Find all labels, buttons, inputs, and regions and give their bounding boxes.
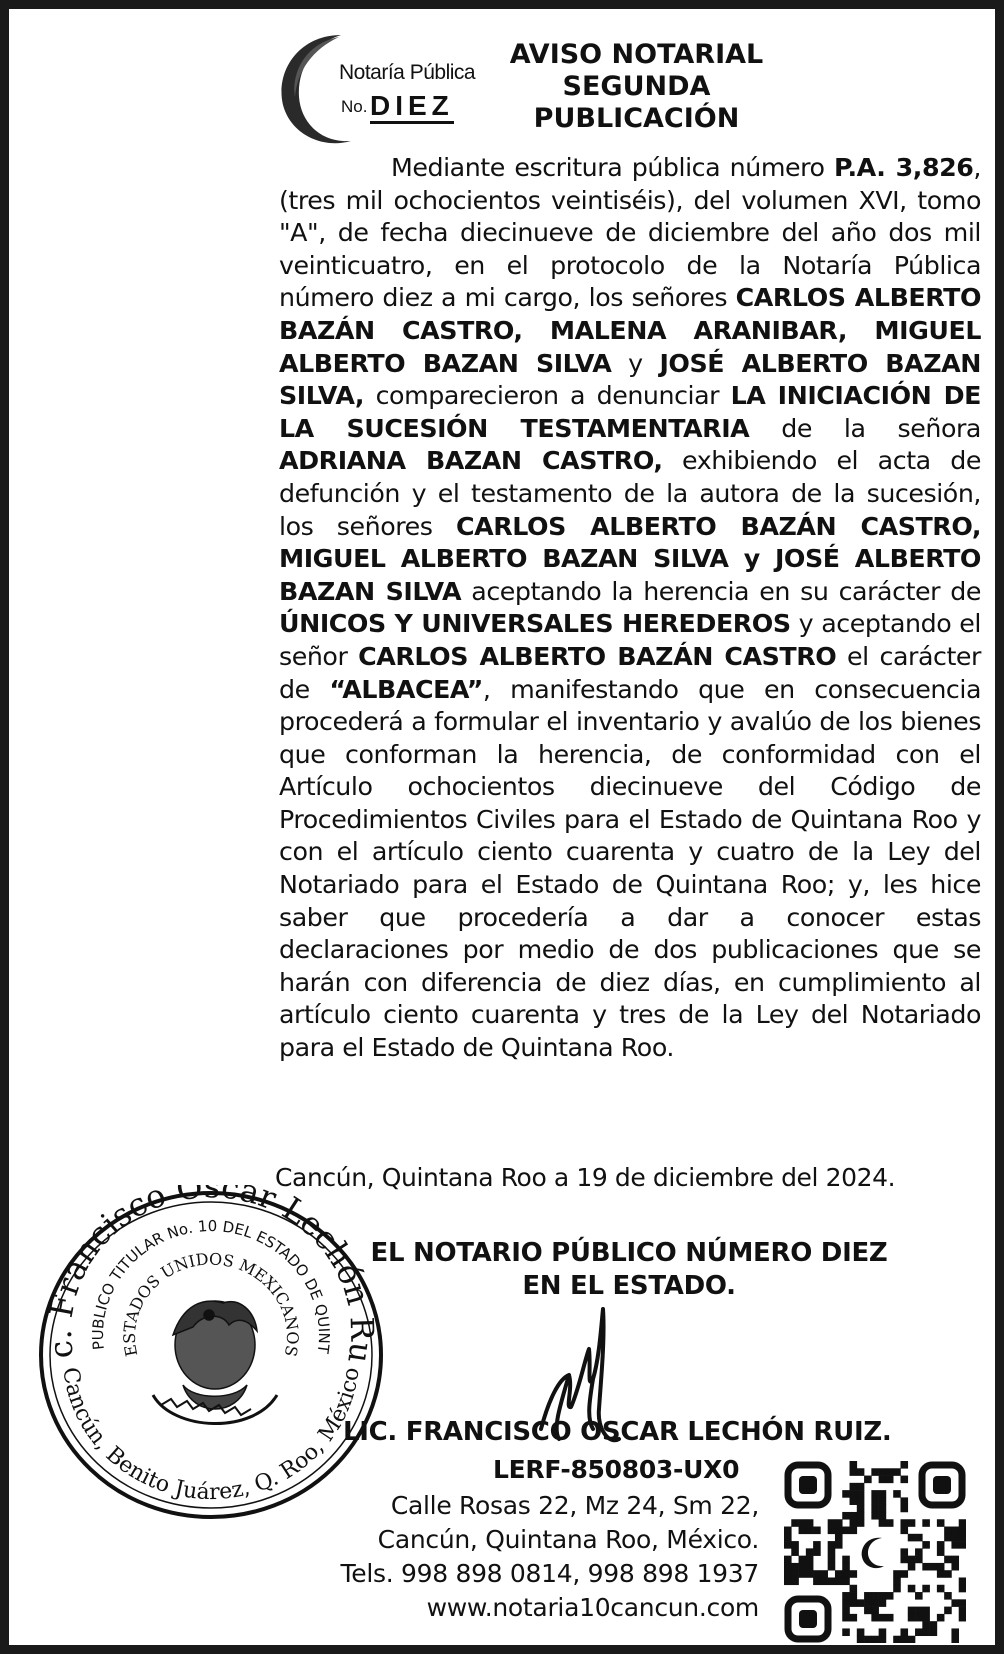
body-text: comparecieron a denunciar	[364, 381, 731, 411]
qr-module	[813, 1527, 821, 1535]
qr-module	[857, 1599, 865, 1607]
qr-module	[791, 1519, 799, 1527]
qr-module	[806, 1570, 814, 1578]
qr-module	[879, 1505, 887, 1513]
qr-module	[879, 1490, 887, 1498]
svg-text:NOTARIO PUBLICO TITULAR No. 10: PUBLICO TITULAR No. 10 DEL ESTADO DE QUINT	[88, 1217, 334, 1354]
qr-module	[944, 1607, 952, 1615]
qr-module	[813, 1548, 821, 1556]
qr-module	[922, 1519, 930, 1527]
svg-text:Cancún, Benito Juárez, Q. Roo,: Cancún, Benito Juárez, Q. Roo, México	[57, 1365, 365, 1506]
notaria-logo	[279, 31, 479, 149]
qr-module	[900, 1461, 908, 1469]
seal-icon	[33, 1185, 389, 1525]
notice-body	[279, 152, 981, 1065]
qr-module	[900, 1548, 908, 1556]
notary-seal	[33, 1185, 389, 1525]
qr-module	[915, 1607, 923, 1615]
qr-module	[828, 1556, 836, 1564]
qr-module	[879, 1636, 887, 1643]
body-text: , manifestando que en consecuencia procederá a formular el inventario y avalúo de los bienes que conforman la herencia, de conformidad con el Artículo ochocientos diecinueve del Código de Procedimientos Civiles para el Estado de Quintana Roo y con el artículo ciento cuarenta y cuatro de la Ley del Notariado para el Estado de Quintana Roo; y, les hice saber que procedería a dar a conocer estas declaraciones por medio de dos publicaciones que se harán con diferencia de diez días, en cumplimiento al artículo ciento cuarenta y tres de la Ley del Notariado para el Estado de Quintana Roo.	[279, 674, 982, 1063]
header-line-3: PUBLICACIÓN	[533, 103, 740, 134]
qr-module	[850, 1527, 858, 1535]
qr-module	[850, 1570, 858, 1578]
qr-module	[930, 1621, 938, 1629]
qr-module	[900, 1636, 908, 1643]
qr-module	[857, 1490, 865, 1498]
qr-module	[842, 1512, 850, 1520]
qr-module	[908, 1563, 916, 1571]
qr-module	[850, 1483, 858, 1491]
qr-module	[828, 1577, 836, 1585]
qr-module	[842, 1577, 850, 1585]
qr-module	[922, 1607, 930, 1615]
qr-module	[857, 1512, 865, 1520]
deed-number: P.A. 3,826	[834, 153, 974, 182]
qr-module	[864, 1607, 872, 1615]
qr-module	[922, 1541, 930, 1549]
qr-module	[908, 1636, 916, 1643]
qr-module	[893, 1577, 901, 1585]
notice-header	[479, 39, 794, 135]
qr-module	[784, 1570, 792, 1578]
qr-module	[959, 1534, 966, 1542]
qr-module	[951, 1563, 959, 1571]
qr-module	[857, 1519, 865, 1527]
qr-module	[959, 1527, 966, 1535]
qr-module	[937, 1541, 945, 1549]
qr-module	[959, 1585, 966, 1593]
body-text: de la señora	[749, 413, 981, 443]
qr-module	[850, 1490, 858, 1498]
qr-code[interactable]	[784, 1461, 966, 1643]
qr-module	[922, 1628, 930, 1636]
qr-module	[908, 1519, 916, 1527]
qr-module	[857, 1505, 865, 1513]
qr-module	[842, 1599, 850, 1607]
qr-module	[915, 1548, 923, 1556]
qr-module	[799, 1570, 807, 1578]
qr-module	[908, 1614, 916, 1622]
qr-module	[930, 1628, 938, 1636]
qr-module	[937, 1570, 945, 1578]
qr-module	[791, 1541, 799, 1549]
qr-module	[850, 1519, 858, 1527]
qr-module	[799, 1556, 807, 1564]
qr-module	[922, 1563, 930, 1571]
qr-module	[900, 1628, 908, 1636]
body-text: el carácter de	[279, 641, 981, 704]
qr-module	[900, 1497, 908, 1505]
qr-module	[871, 1607, 879, 1615]
qr-module	[791, 1570, 799, 1578]
appearing-party: JOSÉ ALBERTO BAZAN SILVA,	[279, 348, 981, 411]
logo-title: Notaría Pública	[339, 61, 476, 84]
qr-module	[879, 1614, 887, 1622]
qr-module	[799, 1527, 807, 1535]
header-line-1: AVISO NOTARIAL	[509, 39, 764, 70]
header-line-2: SEGUNDA	[562, 71, 711, 102]
qr-module	[871, 1468, 879, 1476]
qr-module	[842, 1563, 850, 1571]
address-street: Calle Rosas 22, Mz 24, Sm 22,	[390, 1491, 759, 1520]
qr-module	[864, 1636, 872, 1643]
qr-module	[842, 1614, 850, 1622]
qr-module	[850, 1512, 858, 1520]
qr-module	[900, 1556, 908, 1564]
body-text: Mediante escritura pública número	[391, 153, 835, 182]
qr-module	[784, 1534, 792, 1542]
qr-module	[908, 1607, 916, 1615]
qr-module	[842, 1607, 850, 1615]
qr-module	[828, 1548, 836, 1556]
qr-module	[791, 1563, 799, 1571]
qr-module	[959, 1577, 966, 1585]
qr-module	[922, 1585, 930, 1593]
qr-module	[908, 1556, 916, 1564]
logo-no-label: No.	[341, 97, 368, 116]
qr-module	[850, 1461, 858, 1469]
qr-module	[813, 1541, 821, 1549]
body-text: y aceptando el señor	[279, 609, 981, 671]
notary-address	[301, 1489, 759, 1625]
qr-module	[959, 1519, 966, 1527]
qr-module	[864, 1599, 872, 1607]
qr-module	[784, 1577, 792, 1585]
qr-module	[915, 1592, 923, 1600]
qr-module	[944, 1534, 952, 1542]
svg-text:ESTADOS UNIDOS MEXICANOS: ESTADOS UNIDOS MEXICANOS	[119, 1249, 303, 1359]
qr-module	[871, 1512, 879, 1520]
qr-module	[806, 1519, 814, 1527]
body-text: aceptando la herencia en su carácter de	[461, 576, 981, 606]
qr-module	[886, 1614, 894, 1622]
qr-module	[871, 1505, 879, 1513]
qr-module	[893, 1636, 901, 1643]
qr-module	[879, 1468, 887, 1476]
qr-module	[850, 1614, 858, 1622]
qr-module	[871, 1599, 879, 1607]
qr-module	[951, 1527, 959, 1535]
qr-module	[857, 1636, 865, 1643]
qr-module	[784, 1541, 792, 1549]
qr-module	[799, 1519, 807, 1527]
qr-module	[806, 1563, 814, 1571]
deceased-name: ADRIANA BAZAN CASTRO,	[279, 446, 663, 476]
logo-number: DIEZ	[370, 91, 454, 124]
eagle-emblem-icon	[153, 1301, 277, 1424]
address-phones: Tels. 998 898 0814, 998 898 1937	[340, 1559, 759, 1588]
qr-module	[864, 1592, 872, 1600]
qr-module	[893, 1585, 901, 1593]
qr-module	[850, 1468, 858, 1476]
qr-module	[850, 1497, 858, 1505]
qr-module	[879, 1519, 887, 1527]
qr-module	[937, 1563, 945, 1571]
notary-name: LIC. FRANCISCO OSCAR LECHÓN RUIZ.	[343, 1417, 892, 1447]
body-text: , (tres mil ochocientos veintiséis), del volumen XVI, tomo "A", de fecha diecinueve de diciembre del año dos mil veinticuatro, en el protocolo de la Notaría Pública número diez a mi cargo, los señores	[279, 153, 981, 313]
qr-module	[944, 1592, 952, 1600]
qr-module	[886, 1476, 894, 1484]
qr-module	[959, 1541, 966, 1549]
qr-module	[922, 1614, 930, 1622]
qr-module	[951, 1599, 959, 1607]
address-website[interactable]: www.notaria10cancun.com	[426, 1593, 759, 1622]
qr-module	[900, 1527, 908, 1535]
qr-module	[871, 1636, 879, 1643]
qr-module	[951, 1534, 959, 1542]
heirs-names: CARLOS ALBERTO BAZÁN CASTRO, MIGUEL ALBERTO BAZAN SILVA y JOSÉ ALBERTO BAZAN SILVA	[279, 511, 981, 606]
qr-module	[835, 1541, 843, 1549]
qr-module	[930, 1563, 938, 1571]
qr-module	[806, 1548, 814, 1556]
qr-module	[842, 1570, 850, 1578]
qr-module	[959, 1614, 966, 1622]
qr-module	[915, 1534, 923, 1542]
qr-module	[828, 1541, 836, 1549]
qr-module	[886, 1519, 894, 1527]
qr-module	[900, 1476, 908, 1484]
qr-module	[951, 1628, 959, 1636]
qr-module	[791, 1577, 799, 1585]
qr-module	[857, 1497, 865, 1505]
qr-module	[806, 1527, 814, 1535]
qr-code-icon	[784, 1461, 966, 1643]
executor-name: CARLOS ALBERTO BAZÁN CASTRO	[358, 641, 837, 671]
qr-module	[879, 1599, 887, 1607]
qr-module	[951, 1541, 959, 1549]
qr-module	[879, 1512, 887, 1520]
qr-module	[820, 1577, 828, 1585]
body-text: y	[611, 348, 660, 378]
qr-module	[879, 1497, 887, 1505]
qr-module	[842, 1527, 850, 1535]
notary-title-line-1: EL NOTARIO PÚBLICO NÚMERO DIEZ	[370, 1238, 888, 1268]
qr-module	[937, 1585, 945, 1593]
qr-module	[893, 1490, 901, 1498]
qr-module	[835, 1519, 843, 1527]
notary-rfc: LERF-850803-UX0	[493, 1455, 740, 1484]
succession-type: LA INICIACIÓN DE LA SUCESIÓN TESTAMENTARIA	[279, 381, 981, 443]
qr-module	[850, 1599, 858, 1607]
qr-module	[784, 1556, 792, 1564]
qr-module	[828, 1527, 836, 1535]
qr-module	[900, 1505, 908, 1513]
qr-module	[915, 1556, 923, 1564]
qr-module	[813, 1570, 821, 1578]
heirs-role: ÚNICOS Y UNIVERSALES HEREDEROS	[279, 609, 791, 639]
qr-module	[871, 1490, 879, 1498]
qr-module	[937, 1548, 945, 1556]
qr-module	[900, 1570, 908, 1578]
qr-module	[857, 1468, 865, 1476]
qr-module	[842, 1628, 850, 1636]
qr-module	[893, 1468, 901, 1476]
qr-module	[944, 1527, 952, 1535]
qr-module	[871, 1592, 879, 1600]
qr-module	[959, 1607, 966, 1615]
qr-module	[784, 1563, 792, 1571]
qr-module	[871, 1497, 879, 1505]
qr-module	[835, 1527, 843, 1535]
place-date: Cancún, Quintana Roo a 19 de diciembre del 2024.	[275, 1163, 896, 1192]
qr-module	[951, 1636, 959, 1643]
qr-module	[915, 1628, 923, 1636]
qr-module	[850, 1585, 858, 1593]
qr-module	[959, 1599, 966, 1607]
qr-module	[900, 1519, 908, 1527]
qr-module	[893, 1570, 901, 1578]
qr-module	[813, 1577, 821, 1585]
qr-module	[791, 1548, 799, 1556]
qr-module	[886, 1592, 894, 1600]
qr-module	[835, 1534, 843, 1542]
qr-module	[820, 1570, 828, 1578]
qr-module	[784, 1527, 792, 1535]
qr-module	[857, 1483, 865, 1491]
notary-title-line-2: EN EL ESTADO.	[522, 1271, 736, 1301]
executor-role: “ALBACEA”	[329, 674, 483, 704]
address-city: Cancún, Quintana Roo, México.	[377, 1525, 759, 1554]
qr-module	[879, 1592, 887, 1600]
qr-module	[806, 1556, 814, 1564]
qr-module	[850, 1592, 858, 1600]
appearing-parties: CARLOS ALBERTO BAZÁN CASTRO, MALENA ARANIBAR, MIGUEL ALBERTO BAZAN SILVA	[279, 283, 982, 378]
qr-module	[886, 1468, 894, 1476]
qr-module	[937, 1614, 945, 1622]
qr-module	[915, 1614, 923, 1622]
qr-module	[857, 1628, 865, 1636]
qr-module	[908, 1585, 916, 1593]
qr-module	[864, 1476, 872, 1484]
qr-module	[879, 1476, 887, 1484]
body-text: exhibiendo el acta de defunción y el testamento de la autora de la sucesión, los señores	[279, 446, 981, 541]
qr-module	[871, 1614, 879, 1622]
qr-module	[828, 1519, 836, 1527]
qr-module	[944, 1570, 952, 1578]
qr-module	[922, 1621, 930, 1629]
qr-module	[908, 1534, 916, 1542]
qr-module	[835, 1577, 843, 1585]
qr-module	[879, 1628, 887, 1636]
svg-text:Lic. Francisco Oscar Lechón Ru: c. Francisco Oscar Lechón Ru	[40, 1185, 382, 1366]
qr-module	[944, 1556, 952, 1564]
qr-module	[799, 1563, 807, 1571]
qr-module	[937, 1519, 945, 1527]
qr-module	[828, 1563, 836, 1571]
qr-module	[842, 1490, 850, 1498]
qr-module	[835, 1570, 843, 1578]
qr-module	[842, 1556, 850, 1564]
qr-module	[951, 1556, 959, 1564]
qr-module	[842, 1592, 850, 1600]
